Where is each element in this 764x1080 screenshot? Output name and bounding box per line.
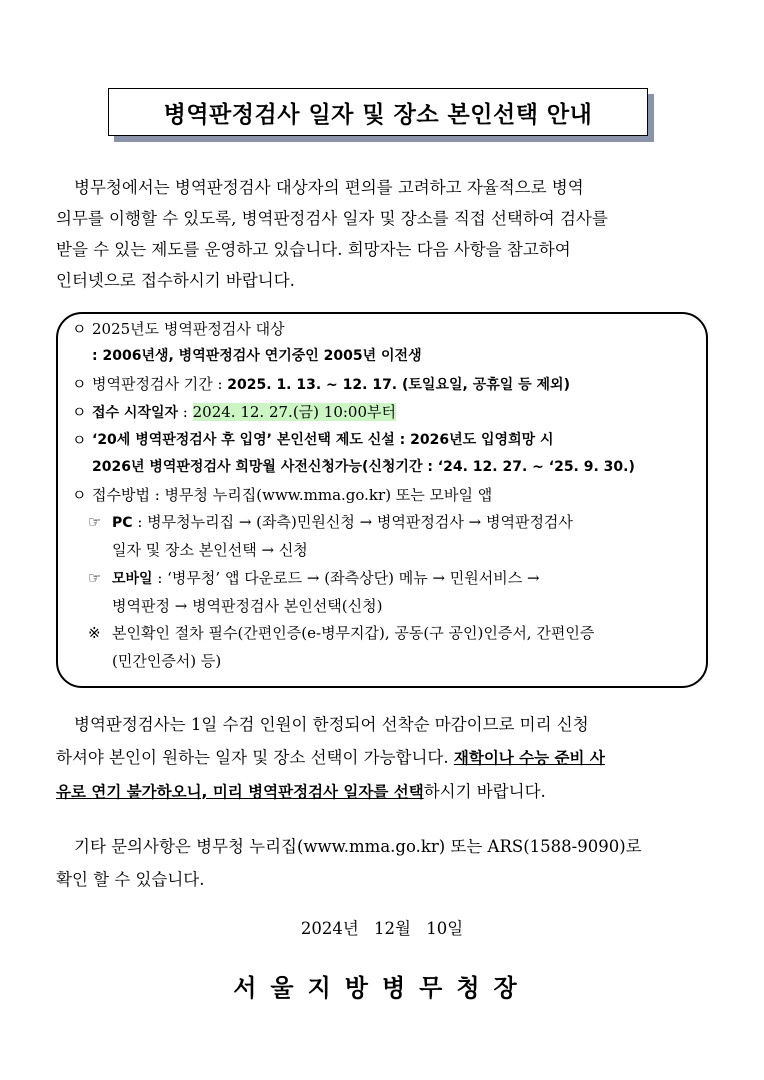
contact-paragraph (56, 830, 710, 896)
item-text: ) 또는 모바일 앱 (385, 485, 493, 504)
info-items (64, 316, 708, 675)
start-sep: : (178, 402, 193, 421)
bullet-marker: ㅇ (72, 485, 87, 504)
intro-line: 의무를 이행할 수 있도록, 병역판정검사 일자 및 장소를 직접 선택하여 검사를 (56, 209, 608, 228)
issue-date: 2024년 12월 10일 (300, 919, 464, 938)
bullet-marker: ㅇ (72, 431, 87, 450)
emphasis-text: 유로 연기 불가하오니, 미리 병역판정검사 일자를 선택 (56, 783, 424, 801)
notice-text: 하시기 바랍니다. (423, 782, 546, 801)
intro-line: 인터넷으로 접수하시기 바랍니다. (56, 271, 295, 290)
bullet-marker: ㅇ (72, 374, 87, 393)
item-new-system-cont: 2026년 병역판정검사 희망월 사전신청가능(신청기간 : ‘24. 12. 27. ~ ‘25. 9. 30.) (92, 459, 635, 476)
notice-line (56, 741, 710, 775)
pointing-hand-icon: ☞ (88, 513, 102, 532)
contact-line: 확인 할 수 있습니다. (56, 870, 205, 889)
issuer-signature: 서울지방병무청장 (233, 974, 531, 1002)
start-label: 접수 시작일자 (92, 404, 179, 421)
method-url: www.mma.go.kr (262, 485, 386, 504)
period-value: 2025. 1. 13. ~ 12. 17. (토일요일, 공휴일 등 제외) (227, 376, 570, 393)
intro-line: 받을 수 있는 제도를 운영하고 있습니다. 희망자는 다음 사항을 참고하여 (56, 240, 571, 259)
title-block (108, 88, 654, 144)
item-text: 병역판정검사 기간 : (92, 374, 228, 393)
bullet-marker: ㅇ (72, 402, 87, 421)
bullet-marker: ㅇ (72, 320, 87, 338)
pointing-hand-icon: ☞ (88, 568, 102, 587)
item-pc (64, 509, 708, 537)
page-title: 병역판정검사 일자 및 장소 본인선택 안내 (108, 88, 648, 136)
item-text: 2025년도 병역판정검사 대상 (92, 320, 285, 338)
notice-text: 하셔야 본인이 원하는 일자 및 장소 선택이 가능합니다. (56, 748, 454, 767)
item-target-detail: : 2006년생, 병역판정검사 연기중인 2005년 이전생 (92, 348, 422, 365)
item-auth-cont: (민간인증서) 등) (112, 651, 222, 670)
item-new-system (64, 427, 708, 454)
pc-label: PC (112, 515, 133, 532)
mobile-label: 모바일 (112, 570, 153, 587)
item-text: : ‘병무청’ 앱 다운로드 → (좌측상단) 메뉴 → 민원서비스 → (152, 568, 540, 587)
item-target (64, 316, 708, 343)
item-auth (64, 620, 708, 647)
item-text: : 병무청누리집 → (좌측)민원신청 → 병역판정검사 → 병역판정검사 (132, 513, 573, 532)
intro-line: 병무청에서는 병역판정검사 대상자의 편의를 고려하고 자율적으로 병역 (74, 178, 584, 197)
item-method (64, 482, 708, 509)
item-text: ‘20세 병역판정검사 후 입영’ 본인선택 제도 신설 : 2026년도 입영희망 시 (92, 432, 554, 449)
intro-paragraph (56, 172, 710, 296)
item-start (64, 399, 708, 427)
item-mobile-cont: 병역판정 → 병역판정검사 본인선택(신청) (112, 596, 383, 615)
contact-line: 기타 문의사항은 병무청 누리집(www.mma.go.kr) 또는 ARS(1588-9090)로 (74, 837, 642, 856)
item-mobile (64, 565, 708, 593)
emphasis-text: 재학이나 수능 준비 사 (453, 749, 605, 767)
notice-line (56, 775, 710, 809)
notice-paragraph (56, 708, 710, 809)
item-pc-cont: 일자 및 장소 본인선택 → 신청 (112, 541, 308, 560)
start-value: 2024. 12. 27.(금) 10:00부터 (192, 402, 396, 421)
reference-mark-icon: ※ (88, 624, 101, 643)
item-period (64, 371, 708, 399)
notice-line: 병역판정검사는 1일 수검 인원이 한정되어 선착순 마감이므로 미리 신청 (74, 715, 589, 734)
item-text: 접수방법 : 병무청 누리집( (92, 485, 263, 504)
item-text: 본인확인 절차 필수(간편인증(e-병무지갑), 공동(구 공인)인증서, 간편인증 (112, 624, 595, 643)
